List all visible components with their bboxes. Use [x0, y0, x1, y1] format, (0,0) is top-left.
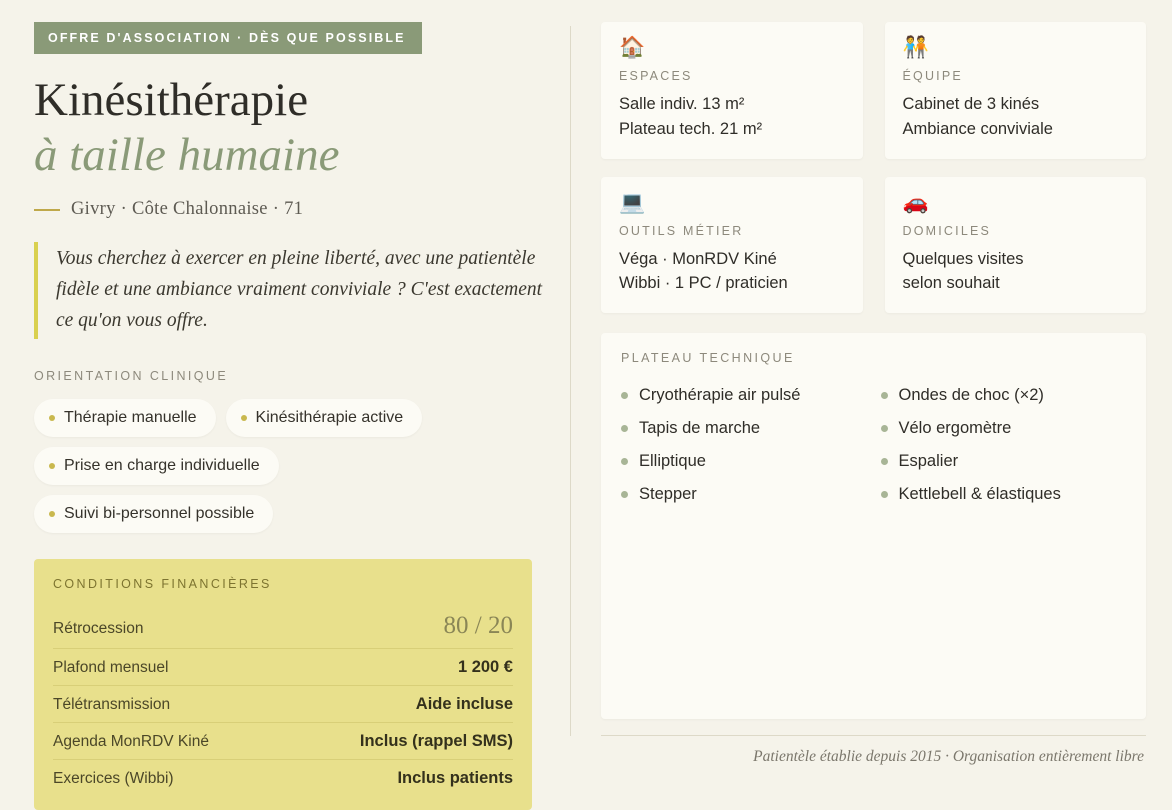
equipment-label: Ondes de choc (×2)	[898, 386, 1044, 404]
finance-row	[53, 760, 513, 796]
footer-note	[601, 735, 1146, 766]
location-row	[34, 199, 560, 220]
right-column	[601, 22, 1146, 766]
equipment-item	[621, 379, 867, 412]
equipment-label: Stepper	[639, 485, 697, 503]
finance-row-value: Inclus (rappel SMS)	[359, 731, 513, 750]
offer-eyebrow-badge: OFFRE D'ASSOCIATION · DÈS QUE POSSIBLE	[34, 22, 422, 54]
bullet-dot-icon	[881, 491, 888, 498]
equipment-label: Tapis de marche	[639, 419, 761, 437]
equipment-label: Kettlebell & élastiques	[898, 485, 1061, 503]
info-card-domiciles	[885, 177, 1147, 314]
bullet-dot-icon	[241, 415, 247, 421]
bullet-dot-icon	[49, 415, 55, 421]
info-card-line: Ambiance conviviale	[902, 119, 1053, 138]
orientation-chip[interactable]	[34, 399, 216, 437]
orientation-chip[interactable]	[34, 495, 273, 533]
team-icon: 🧑‍🤝‍🧑	[902, 36, 929, 59]
bullet-dot-icon	[881, 458, 888, 465]
info-card-grid	[601, 22, 1146, 313]
info-card-line: Salle indiv. 13 m²	[619, 95, 745, 113]
bullet-dot-icon	[621, 491, 628, 498]
equipment-label: Espalier	[898, 452, 959, 470]
info-card-label: OUTILS MÉTIER	[619, 223, 744, 238]
page-title	[34, 74, 560, 181]
finance-row	[53, 723, 513, 760]
info-card-line: Wibbi · 1 PC / praticien	[619, 274, 788, 293]
equipment-item	[621, 412, 867, 445]
equipment-item	[881, 478, 1127, 511]
finance-row-key: Rétrocession	[53, 619, 144, 637]
finance-row-key: Télétransmission	[53, 695, 171, 713]
info-card-espaces	[601, 22, 863, 159]
finance-row-value: 1 200 €	[457, 657, 513, 676]
orientation-chip-list	[34, 399, 504, 533]
info-card-line: Véga · MonRDV Kiné	[619, 249, 777, 268]
page-title-line1: Kinésithérapie	[34, 74, 309, 126]
intro-quote-text: Vous cherchez à exercer en pleine liberté, avec une patientèle fidèle et une ambiance vraiment conviviale ? C'est exactement ce qu'on vous offre.	[56, 248, 543, 331]
equipment-label: Vélo ergomètre	[898, 419, 1012, 437]
orientation-chip[interactable]	[226, 399, 423, 437]
left-column	[34, 22, 570, 787]
finance-row	[53, 686, 513, 723]
equipment-item	[881, 412, 1127, 445]
orientation-section	[34, 369, 560, 533]
house-icon: 🏠	[619, 36, 646, 59]
orientation-chip-label: Kinésithérapie active	[255, 408, 404, 426]
equipment-item	[881, 445, 1127, 478]
equipment-item	[621, 445, 867, 478]
bullet-dot-icon	[49, 463, 55, 469]
page-title-line2: à taille humaine	[34, 128, 340, 181]
finance-row	[53, 603, 513, 649]
orientation-chip-label: Suivi bi-personnel possible	[64, 504, 255, 522]
bullet-dot-icon	[49, 511, 55, 517]
info-card-line: Cabinet de 3 kinés	[902, 95, 1040, 113]
orientation-chip[interactable]	[34, 447, 279, 485]
equipment-item	[881, 379, 1127, 412]
finance-row-key: Exercices (Wibbi)	[53, 769, 174, 787]
info-card-outils-metier	[601, 177, 863, 314]
intro-quote	[34, 242, 560, 338]
info-card-line: selon souhait	[902, 274, 1000, 293]
plateau-label: PLATEAU TECHNIQUE	[621, 351, 795, 365]
car-icon: 🚗	[902, 190, 929, 214]
equipment-item	[621, 478, 867, 511]
info-card-label: ESPACES	[619, 69, 693, 83]
info-card-line: Plateau tech. 21 m²	[619, 119, 763, 138]
equipment-label: Cryothérapie air pulsé	[639, 386, 801, 404]
info-card-line: Quelques visites	[902, 249, 1024, 268]
bullet-dot-icon	[621, 392, 628, 399]
finance-rows	[53, 603, 513, 796]
orientation-label: ORIENTATION CLINIQUE	[34, 368, 229, 383]
finance-row-value: Aide incluse	[415, 694, 513, 713]
equipment-grid	[621, 379, 1126, 511]
location-text: Givry · Côte Chalonnaise · 71	[71, 199, 304, 220]
finance-row-value: Inclus patients	[397, 768, 513, 787]
laptop-icon: 💻	[619, 190, 646, 214]
info-card-label: ÉQUIPE	[902, 69, 963, 83]
finance-row-key: Agenda MonRDV Kiné	[53, 732, 209, 750]
bullet-dot-icon	[621, 458, 628, 465]
dash-icon	[34, 209, 60, 211]
finance-row-value: 80 / 20	[443, 611, 513, 639]
orientation-chip-label: Prise en charge individuelle	[64, 456, 260, 474]
bullet-dot-icon	[621, 425, 628, 432]
orientation-chip-label: Thérapie manuelle	[64, 408, 197, 426]
vertical-divider	[570, 26, 571, 736]
info-card-label: DOMICILES	[902, 223, 992, 238]
plateau-technique-panel	[601, 333, 1146, 719]
finance-label: CONDITIONS FINANCIÈRES	[53, 576, 272, 591]
info-card-equipe	[885, 22, 1147, 159]
finance-row	[53, 649, 513, 686]
bullet-dot-icon	[881, 392, 888, 399]
bullet-dot-icon	[881, 425, 888, 432]
finance-panel	[34, 559, 532, 810]
footer-note-text: Patientèle établie depuis 2015 · Organisation entièrement libre	[753, 748, 1144, 765]
equipment-label: Elliptique	[639, 452, 706, 470]
finance-row-key: Plafond mensuel	[53, 658, 169, 676]
